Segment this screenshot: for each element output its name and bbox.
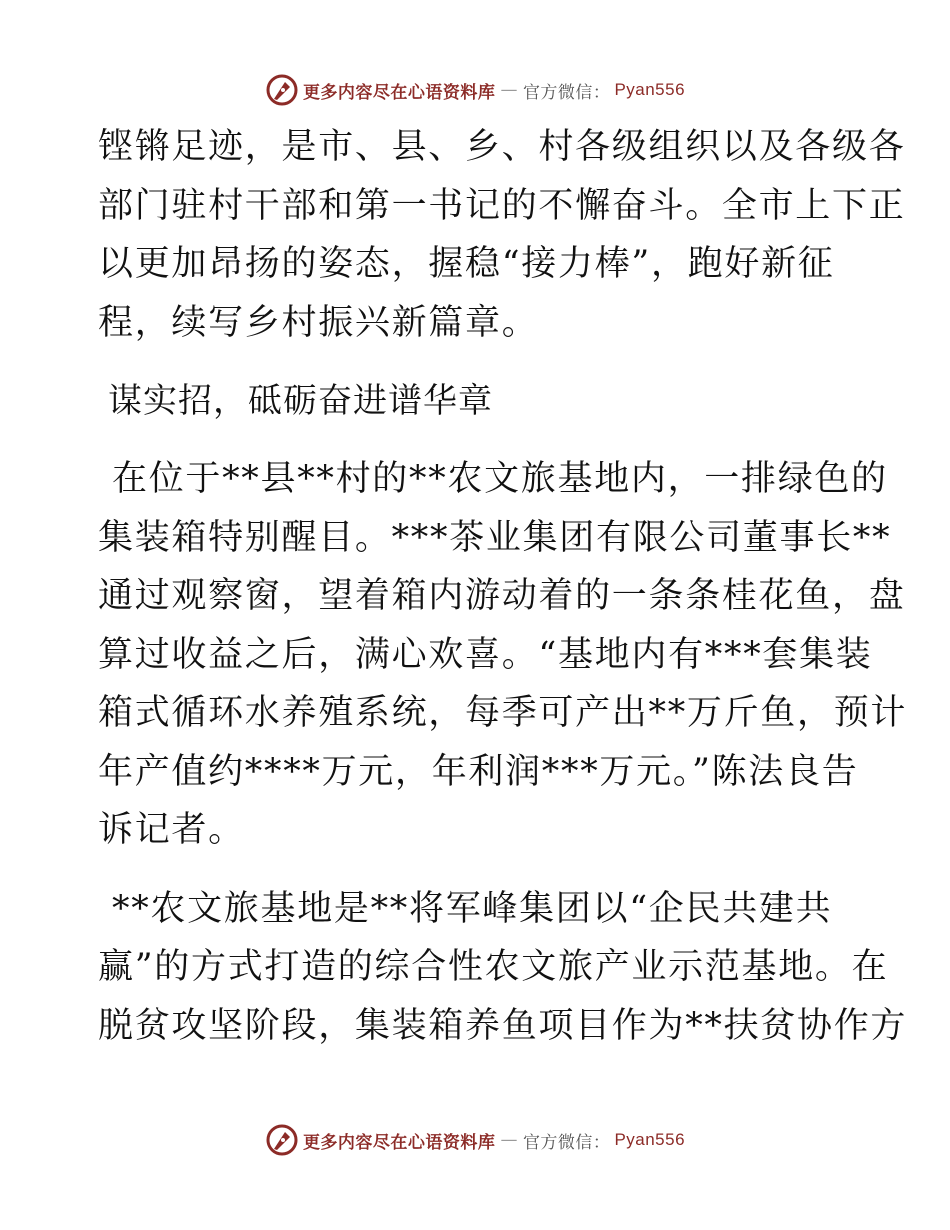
banner-wechat-label: 官方微信： (522, 1132, 611, 1153)
text-line: 在位于**县**村的**农文旅基地内，一排绿色的 (112, 459, 888, 499)
text-line: 年产值约****万元，年利润***万元。”陈法良告 (98, 751, 859, 792)
pen-nib-circle-icon (265, 73, 299, 107)
paragraph-1 (98, 118, 906, 352)
banner-dash: — (500, 1130, 518, 1150)
section-heading: 谋实招，砥砺奋进谱华章 (108, 381, 493, 421)
banner-site-text: 更多内容尽在心语资料库 (302, 1132, 496, 1153)
text-line: 箱式循环水养殖系统，每季可产出**万斤鱼，预计 (98, 693, 908, 733)
document-body (98, 118, 908, 1055)
text-line: 脱贫攻坚阶段，集装箱养鱼项目作为**扶贫协作方 (98, 1005, 908, 1046)
paragraph-3 (98, 880, 908, 1056)
banner-site-text: 更多内容尽在心语资料库 (302, 82, 496, 103)
text-line: 以更加昂扬的姿态，握稳“接力棒”，跑好新征 (98, 244, 835, 284)
text-line: **农文旅基地是**将军峰集团以“企民共建共 (112, 888, 833, 929)
paragraph-2 (98, 450, 908, 860)
pen-nib-circle-icon (265, 1123, 299, 1157)
text-line: 诉记者。 (98, 810, 245, 850)
banner-wechat-id: Pyan556 (614, 80, 686, 99)
text-line: 赢”的方式打造的综合性农文旅产业示范基地。在 (98, 947, 889, 987)
banner-dash: — (500, 80, 518, 100)
banner-wechat-label: 官方微信： (522, 82, 611, 103)
footer-banner (0, 1120, 950, 1160)
text-line: 集装箱特别醒目。***茶业集团有限公司董事长** (98, 517, 892, 558)
header-banner (0, 70, 950, 110)
text-line: 算过收益之后，满心欢喜。“基地内有***套集装 (98, 634, 873, 675)
text-line: 部门驻村干部和第一书记的不懈奋斗。全市上下正 (98, 185, 906, 226)
text-line: 程，续写乡村振兴新篇章。 (98, 302, 539, 343)
text-line: 通过观察窗，望着箱内游动着的一条条桂花鱼，盘 (98, 576, 906, 616)
text-line: 铿锵足迹，是市、县、乡、村各级组织以及各级各 (98, 127, 906, 167)
banner-wechat-id: Pyan556 (614, 1130, 686, 1149)
